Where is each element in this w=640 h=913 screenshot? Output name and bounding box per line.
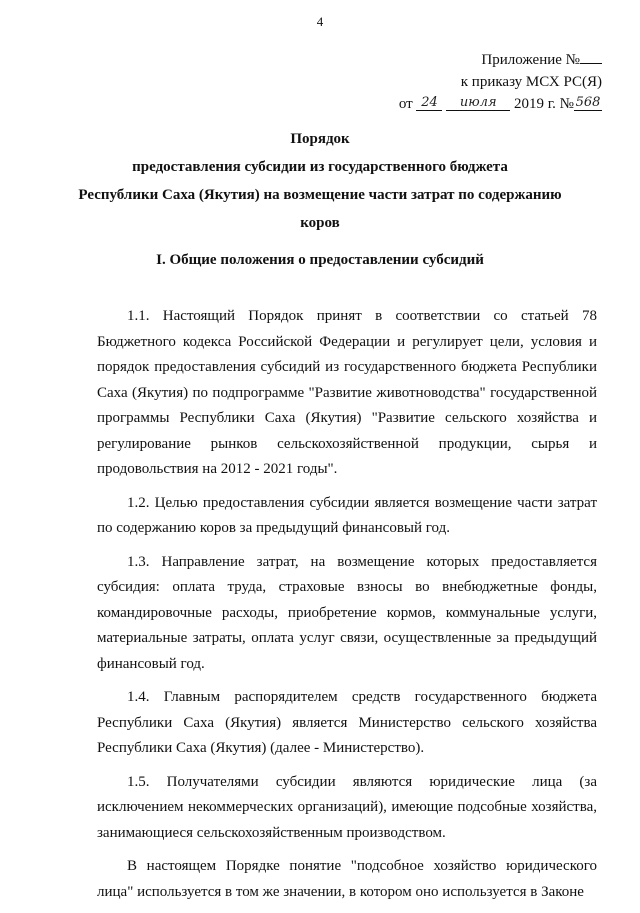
title-line-1: Порядок xyxy=(290,131,350,147)
section-title: I. Общие положения о предоставлении субсидий xyxy=(156,252,484,268)
order-year-text: 2019 г. № xyxy=(513,96,574,112)
page-number: 4 xyxy=(316,14,324,29)
paragraph-definition: В настоящем Порядке понятие "подсобное хозяйство юридического лица" используется в том же значении, в котором оно используется в Законе xyxy=(97,858,597,900)
document-title xyxy=(60,125,580,237)
title-line-3: Республики Саха (Якутия) на возмещение части затрат по содержанию xyxy=(78,187,562,203)
order-month-handwritten: июля xyxy=(459,95,497,110)
appendix-line-3 xyxy=(399,93,602,115)
order-month-blank xyxy=(446,93,510,111)
body-text xyxy=(97,304,597,913)
order-day-blank xyxy=(416,93,442,111)
title-line-4: коров xyxy=(300,215,340,231)
order-number-handwritten: 568 xyxy=(575,95,601,110)
paragraph-1-2: 1.2. Целью предоставления субсидии является возмещение части затрат по содержанию коров за предыдущий финансовый год. xyxy=(97,494,597,536)
order-date-prefix: от xyxy=(398,96,413,112)
paragraph-1-3: 1.3. Направление затрат, на возмещение которых предоставляется субсидия: оплата труда, страховые взносы во внебюджетные фонды, командировочные расходы, приобретение кормов, коммунальные услуги, материальные затраты, оплата услуг связи, осуществленные за предыдущий финансовый год. xyxy=(97,553,597,672)
paragraph-1-4: 1.4. Главным распорядителем средств государственного бюджета Республики Саха (Якутия) является Министерство сельского хозяйства Республики Саха (Якутия) (далее - Министерство). xyxy=(97,689,597,756)
appendix-label: Приложение № xyxy=(481,52,580,68)
paragraph-1-1: 1.1. Настоящий Порядок принят в соответствии со статьей 78 Бюджетного кодекса Российской Федерации и регулирует цели, условия и порядок предоставления субсидий из государственного бюджета Республики Саха (Якутия) по подпрограмме "Развитие животноводства" государственной программы Республики Саха (Якутия) "Развитие сельского хозяйства и регулирование рынков сельскохозяйственной продукции, сырья и продовольствия на 2012 - 2021 годы". xyxy=(97,308,597,477)
appendix-block xyxy=(399,46,602,115)
order-day-handwritten: 24 xyxy=(421,95,438,110)
order-number-blank xyxy=(574,93,602,111)
paragraph-1-5: 1.5. Получателями субсидии являются юридические лица (за исключением некоммерческих организаций), имеющие подсобные хозяйства, занимающиеся сельскохозяйственным производством. xyxy=(97,773,597,841)
appendix-number-blank xyxy=(580,46,602,64)
title-line-2: предоставления субсидии из государственного бюджета xyxy=(132,159,508,175)
appendix-line-2: к приказу МСХ РС(Я) xyxy=(460,74,602,90)
appendix-line-1 xyxy=(399,46,602,71)
